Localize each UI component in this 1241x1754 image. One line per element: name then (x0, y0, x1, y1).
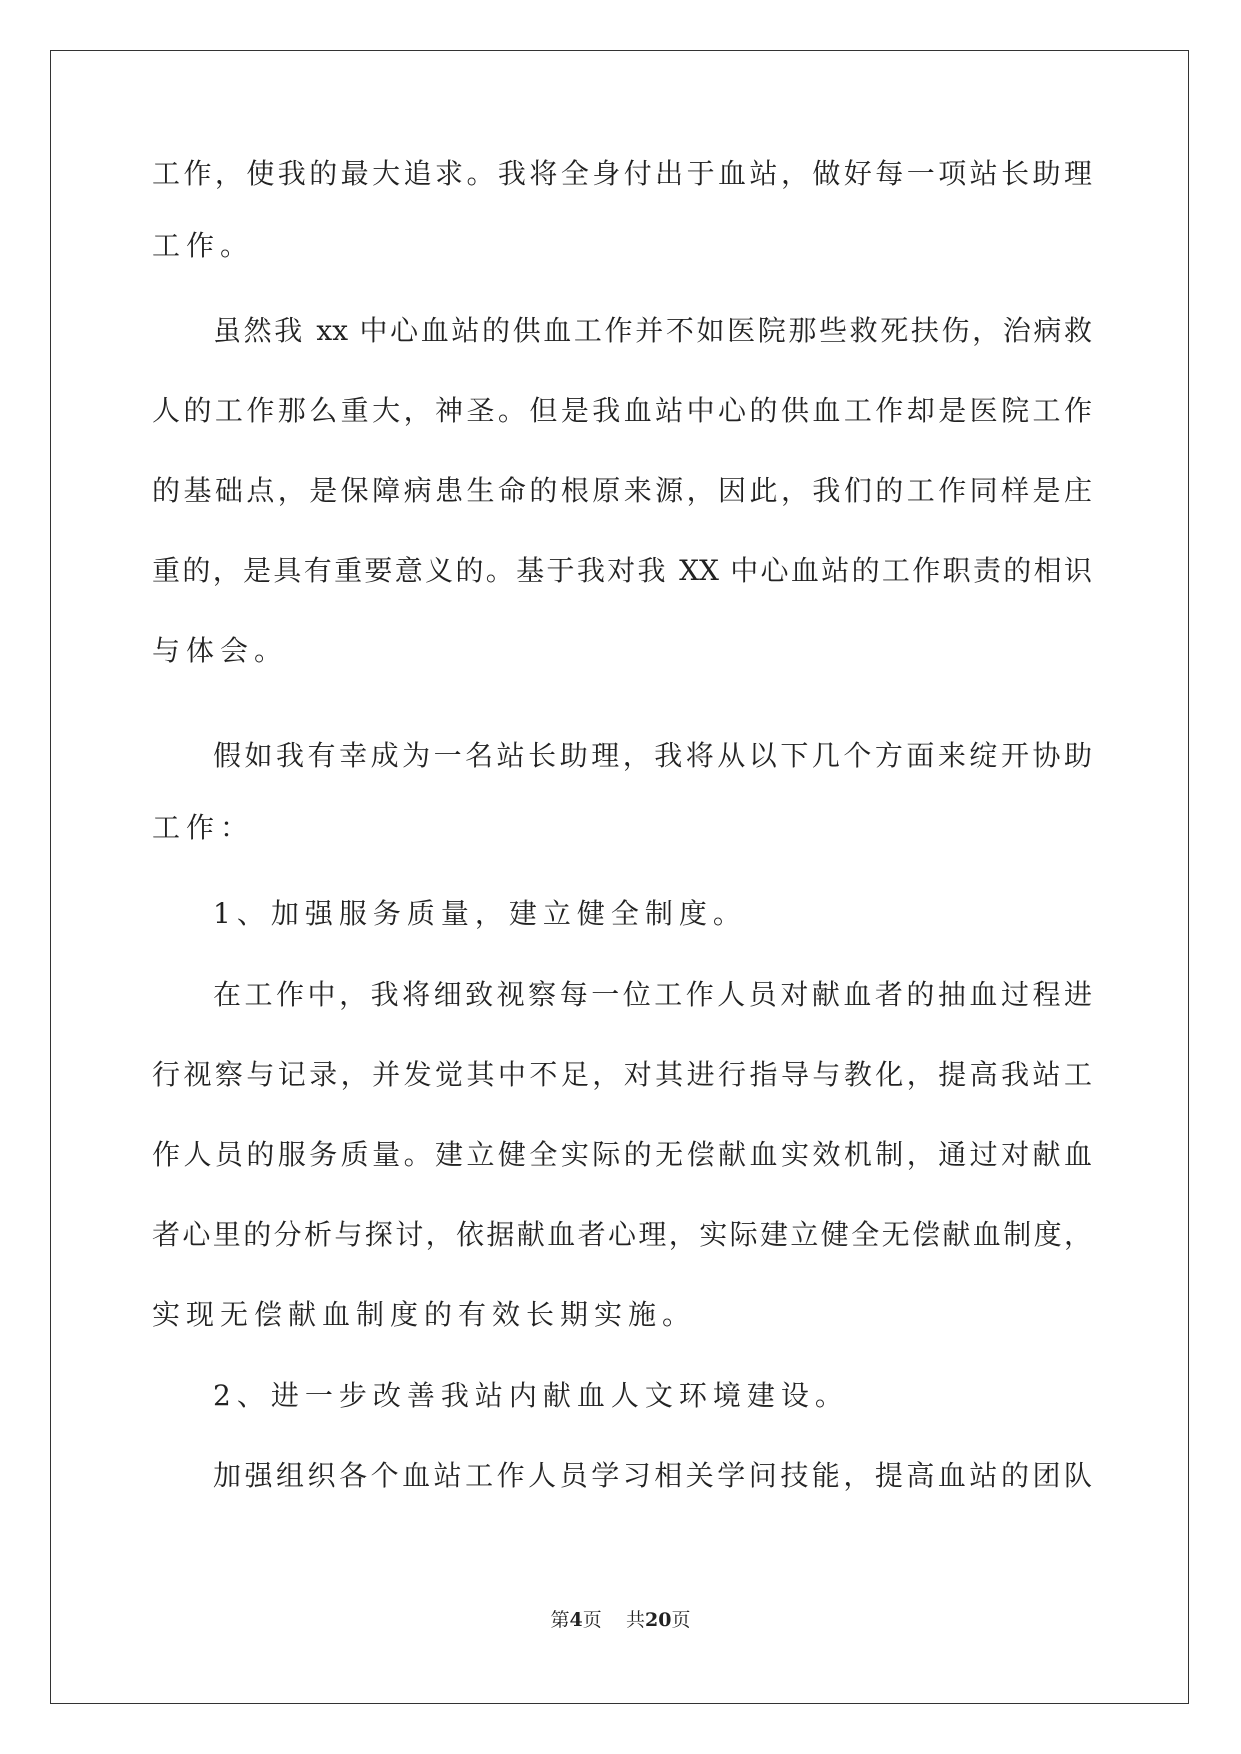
section-heading: 1、加强服务质量，建立健全制度。 (213, 897, 747, 930)
text-line: 人的工作那么重大，神圣。但是我血站中心的供血工作却是医院工作 (152, 394, 1092, 427)
total-pages: 20 (644, 1609, 672, 1631)
text-line: 工作，使我的最大追求。我将全身付出于血站，做好每一项站长助理 (152, 157, 1092, 190)
text-line: 工作： (152, 811, 255, 844)
text-line: 工作。 (152, 229, 255, 262)
paragraph-first-line: 在工作中，我将细致视察每一位工作人员对献血者的抽血过程进 (213, 978, 1092, 1011)
text-line: 者心里的分析与探讨，依据献血者心理，实际建立健全无偿献血制度， (152, 1218, 1092, 1251)
paragraph-first-line: 虽然我 xx 中心血站的供血工作并不如医院那些救死扶伤，治病救 (213, 314, 1092, 347)
page-footer (0, 1608, 1241, 1632)
page-number: 4 (569, 1609, 583, 1631)
section-heading: 2、进一步改善我站内献血人文环境建设。 (213, 1379, 849, 1412)
text-line: 实现无偿献血制度的有效长期实施。 (152, 1298, 697, 1331)
page-label-prefix: 第 (550, 1609, 570, 1631)
text-line: 作人员的服务质量。建立健全实际的无偿献血实效机制，通过对献血 (152, 1138, 1092, 1171)
text-line: 行视察与记录，并发觉其中不足，对其进行指导与教化，提高我站工 (152, 1058, 1092, 1091)
page-label-suffix: 页 (582, 1609, 602, 1631)
total-label-suffix: 页 (671, 1609, 691, 1631)
text-line: 重的，是具有重要意义的。基于我对我 XX 中心血站的工作职责的相识 (152, 554, 1092, 587)
text-line: 与体会。 (152, 634, 289, 667)
paragraph-first-line: 假如我有幸成为一名站长助理，我将从以下几个方面来绽开协助 (213, 739, 1092, 772)
paragraph-first-line: 加强组织各个血站工作人员学习相关学问技能，提高血站的团队 (213, 1459, 1092, 1492)
text-line: 的基础点，是保障病患生命的根原来源，因此，我们的工作同样是庄 (152, 474, 1092, 507)
total-label-prefix: 共 (625, 1609, 645, 1631)
